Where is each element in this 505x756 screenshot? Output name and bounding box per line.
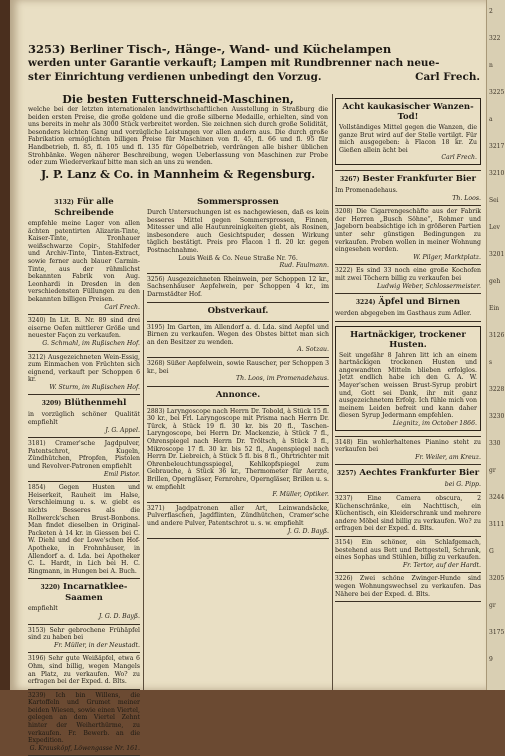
advert-signature: Ludwig Weber, Schlossermeister.	[376, 282, 481, 290]
advert-title-row	[28, 582, 140, 603]
advert	[147, 387, 329, 406]
advert-number: 3271)	[147, 504, 165, 512]
advert-title: Aechtes Frankfurter Bier	[359, 468, 480, 479]
advert-number: 3222)	[335, 267, 353, 275]
edge-fragment: gr	[489, 602, 496, 609]
advert-signature: J. G. D. Bayß.	[98, 612, 140, 620]
advert	[28, 194, 140, 315]
advert-text: Eine Camera obscura, 2 Küchenschränke, ein Nachttisch, ein Küchentisch, ein Kleiderschrank und mehrere andere Möbel sind billig zu verkaufen. Wo? zu erfragen bei der Exped. d. Blts.	[335, 495, 481, 533]
edge-fragment: 3175	[489, 629, 505, 636]
advert-text: Ausgezeichneten Rheinwein, per Schoppen 12 kr., Sachsenhäuser Aepfelwein, per Schoppen 4 kr., im Darmstädter Hof.	[147, 275, 329, 298]
advert-title-row	[335, 297, 481, 308]
edge-fragment: 3244	[489, 494, 505, 501]
futter-title: Die besten Futterschneid-Maschinen,	[62, 93, 294, 106]
advert-title: Sommersprossen	[197, 197, 279, 207]
edge-fragment: 3210	[489, 170, 505, 177]
advert-body	[147, 360, 329, 375]
advert-signature: G. Schmahl, im Rußischen Hof.	[42, 339, 140, 347]
advert-title-row	[147, 390, 329, 400]
futter-ad	[28, 94, 328, 181]
advert-title-row	[147, 306, 329, 316]
advert	[28, 579, 140, 624]
advert-signature: W. Sturm, im Rußischen Hof.	[49, 383, 140, 391]
advert-number: 3257)	[336, 470, 357, 478]
edge-fragment: Sei	[489, 197, 499, 204]
advert-signature: Fr. Weiler, am Kreuz.	[415, 453, 481, 461]
advert-signature: G. Krausköpf, Löwengasse Nr. 161.	[29, 744, 140, 752]
advert-text: empfehle meine Lager von allen ächten patentirten Alizarin-Tinte, Kaiser-Tinte, Tronhauer weißschwarze Copir-, Stahlfeder und Archiv-Tinte, Tinten-Extract, sowie ferner auch blauer Carmin-Tinte, aus der rühmlichst bekannten Fabrik von Aug. Leonhardi in Dresden in den verschiedensten Füllungen zu den bekannten billigen Preisen.	[28, 220, 140, 303]
edge-fragment: 3201	[489, 251, 505, 258]
edge-fragment: 322	[489, 35, 501, 42]
advert-body	[147, 505, 329, 528]
header-signature: Carl Frech.	[415, 71, 480, 83]
advert-title: Bester Frankfurter Bier	[362, 173, 476, 184]
boxed-advert	[335, 98, 481, 165]
advert-signature: Th. Loos, im Promenadehaus.	[236, 375, 329, 383]
advert-body	[147, 408, 329, 492]
advert-number: 3196)	[28, 655, 46, 663]
advert	[147, 303, 329, 322]
advert-body	[28, 627, 140, 642]
edge-fragment: 3126	[489, 332, 505, 339]
advert-text: Im Garten, im Allendorf a. d. Lda. sind Aepfel und Birnen zu verkaufen. Wegen des Obstes bittet man sich an den Besitzer zu wenden.	[147, 323, 329, 346]
advert-text: In Lit. B. Nr. 89 sind drei eiserne Oefen mittlerer Größe und neuester Façon zu verkaufen.	[28, 317, 141, 340]
advert-title-row	[335, 468, 481, 479]
newspaper-page	[10, 0, 486, 752]
header-line-1	[28, 42, 480, 56]
advert-text: Cramer'sche Jagdpulver, Patentschrot, Kugeln, Zündhütchen, Pfropfen, Pistolen und Revolver-Patronen empfiehlt	[28, 440, 140, 471]
advert	[147, 274, 329, 303]
advert-body	[28, 484, 140, 575]
advert-number: 3181)	[28, 440, 46, 448]
advert	[335, 206, 481, 265]
edge-fragment: 330	[489, 440, 501, 447]
column-1	[28, 194, 140, 756]
edge-fragment: 3230	[489, 413, 505, 420]
advert-number: 3153)	[28, 626, 46, 634]
header-line-3-text: ster Einrichtung verdienen unbedingt den Vorzug.	[28, 71, 322, 83]
advert-signature: F. Müller, Optiker.	[272, 491, 329, 499]
advert	[335, 465, 481, 493]
advert-text: Es sind 33 noch eine große Kochofen mit zwei Töchern billig zu verkaufen bei	[335, 267, 482, 282]
advert-signature: Th. Loos.	[452, 194, 481, 202]
advert	[335, 493, 481, 537]
advert-title-row	[28, 398, 140, 409]
advert-signature: Fr. Tertor, auf der Hardt.	[402, 561, 481, 569]
advert	[335, 537, 481, 573]
advert-body	[335, 575, 481, 598]
advert-title: Annonce.	[215, 389, 261, 400]
advert-body	[147, 324, 329, 347]
advert-signature: Carl Frech.	[441, 154, 477, 162]
advert-signature: J. G. Appel.	[105, 426, 140, 434]
advert-text: Gegen Husten und Heiserkeit, Rauheit im Halse, Verschleimung u. s. w. giebt es nichts Besseres als die Rollwerck'schen Brust-Bonbons. Man findet dieselben in Original-Packeten à 14 kr. in Giessen bei C. W. Diehl und der Lowe'schen Hof-Apotheke, in Frohnhäuser, in Allendorf a. d. Lda. bei Apotheker C. L. Hardt, in Lich bei H. C. Ringmann, in Hungen bei A. Buch.	[28, 484, 140, 575]
advert-text: empfiehlt	[28, 605, 58, 613]
edge-fragment: 3217	[489, 143, 505, 150]
advert	[147, 503, 329, 539]
column-rule-1	[143, 290, 144, 690]
advert-text: Ausgezeichneten Wein-Essig, zum Einmachen von Früchten sich eignend, verkauft per Schoppen 6 kr.	[28, 353, 140, 384]
advert-body	[335, 539, 481, 562]
advert-body	[28, 440, 140, 470]
advert	[28, 395, 140, 438]
advert-number: 3209)	[41, 400, 62, 408]
advert	[28, 690, 140, 756]
advert-number: 3237)	[335, 495, 353, 502]
edge-fragment: 3111	[489, 521, 505, 528]
advert-text: Ich bin Willens, die Kartoffeln und Grumet meiner beiden Wiesen, sowie einen Viertel, gelegen an dem Viertel Zehnt hinter der Weiherthürme, zu verkaufen. Fr. Bewerb. an die Expedition.	[28, 691, 140, 745]
advert-text: Zwei schöne Zwinger-Hunde sind wegen Wohnungswechsel zu verkaufen. Das Nähere bei der Exped. d. Blts.	[335, 575, 481, 598]
advert	[335, 171, 481, 206]
advert	[28, 438, 140, 482]
advert-text: Süßer Aepfelwein, sowie Rauscher, per Schoppen 3 kr., bei	[147, 359, 330, 375]
header-line-1-text: Berliner Tisch-, Hänge-, Wand- und Küchelampen	[69, 42, 392, 56]
advert	[147, 406, 329, 503]
edge-fragment: n	[489, 62, 493, 69]
advert-text: Ein schöner, ein Schlafgemach, bestehend aus Bett und Bettgestell, Schrank, eines Sophas und Stühlen, billig zu verkaufen.	[335, 538, 481, 562]
advert	[335, 94, 481, 171]
book-spine	[0, 0, 10, 690]
advert-body	[335, 208, 481, 254]
next-page-edge	[486, 0, 505, 690]
advert-title: Acht kaukasischer Wanzen-Tod!	[342, 102, 474, 122]
edge-fragment: 3225	[489, 89, 505, 96]
advert-number: 3208)	[335, 208, 353, 216]
advert-signature: Emil Pistor.	[103, 470, 140, 478]
advert-title: Incarnatklee-Saamen	[63, 582, 128, 604]
advert-number: 3224)	[355, 299, 376, 307]
advert-title: Hartnäckiger, trockener Husten.	[350, 329, 466, 350]
edge-fragment: 2	[489, 8, 493, 15]
advert	[28, 482, 140, 579]
advert-body	[335, 495, 481, 533]
advert-title-row	[147, 197, 329, 207]
advert-signature: J. G. D. Bayß.	[287, 527, 329, 535]
edge-fragment: s	[489, 359, 493, 366]
edge-fragment: 3228	[489, 386, 505, 393]
advert-signature: W. Pilger, Marktplatz.	[413, 253, 481, 261]
edge-fragment: 3205	[489, 575, 505, 582]
advert-text: Die Cigarrengeschäfte aus der Fabrik der Herren „Busch Söhne“, Rohmer und Jageborn beabsichtige ich in größeren Partien unter sehr günstigen Bedingungen zu verkaufen. Proben wollen in meiner Wohnung eingesehen werden.	[335, 208, 481, 254]
advert-text: Sehr gebrochene Frühäpfel sind zu haben bei	[28, 626, 140, 642]
edge-fragment: Ein	[489, 305, 500, 312]
advert	[335, 437, 481, 466]
advert-number: 3132)	[54, 199, 74, 206]
column-rule-2	[332, 94, 333, 690]
advert-address: Louis Weiß & Co. Neue Straße Nr. 76.	[178, 254, 298, 262]
advert-text: werden abgegeben im Gasthaus zum Adler.	[335, 310, 472, 318]
advert-text: Jagdpatronen aller Art, Leinwandsäcke, Pulverflaschen, Jagdflinten, Zündhütchen, Cramer'sche und andere Pulver, Patentschrot u. s. w. empfiehlt	[147, 504, 329, 527]
advert-body	[28, 354, 140, 384]
advert-text: Seit ungefähr 8 Jahren litt ich an einem hartnäckigen trockenen Husten und angewandten Mitteln blieben erfolglos. Jetzt endlich habe ich den G. A. W. Mayer'schen weissen Brust-Syrup probirt und, Gott sei Dank, ihr mit ganz ausgezeichnetem Erfolg. Ich fühle mich von meinem Leiden befreit und kann daher diesen Syrup Jedermann empfehlen.	[339, 351, 478, 420]
advert-number: 3267)	[340, 175, 360, 183]
advert-signature: Fr. Müller, in der Neustadt.	[54, 641, 140, 649]
boxed-advert	[335, 326, 481, 431]
advert-body	[335, 267, 481, 282]
advert-text: Laryngoscope nach Herrn Dr. Tobold, à Stück 15 fl. 30 kr., bei Frl. Laryngoscope mit Prisma nach Herrn Dr. Türck, à Stück 19 fl. 30 kr. bis 20 fl., Taschen-Laryngoscope, bei Herrn Dr. Mackenzie, à Stück 7 fl., Ohrenspiegel nach Herrn Dr. Tröltsch, à Stück 3 fl., Mikroscope 17 fl. 30 kr. bis 52 fl., Augenspiegel nach Herrn Dr. Liebreich, à Stück 5 fl. bis 8 fl., Ohrtrichter mit Ohrenbeleuchtungsspiegel, Kehlkopfspiegel zum Gebrauche, à Stück 36 kr., Thermometer für Aerzte, Brillen, Operngläser, Fernrohre, Operngläser, Brillen u. s. w. empfiehlt	[147, 407, 329, 491]
advert-signature: Liegnitz, im October 1866.	[392, 420, 477, 428]
edge-fragment: G	[489, 548, 494, 555]
advert-title: Für alle Schreibende	[54, 197, 114, 218]
edge-fragment: 9	[489, 656, 493, 663]
column-3	[335, 94, 481, 602]
edge-fragment: gr	[489, 467, 496, 474]
advert-signature: A. Sotzau.	[297, 346, 329, 354]
advert-text: in vorzüglich schöner Qualität empfiehlt	[28, 411, 140, 427]
advert-number: 3256)	[147, 275, 165, 283]
advert	[335, 573, 481, 602]
advert-number: 3220)	[40, 584, 61, 592]
advert-text: Durch Untersuchungen ist es nachgewiesen, daß es kein besseres Mittel gegen Sommersprossen, Finnen, Mitesser und alle Hautunreinigkeiten giebt, als Rosinen, insbesondere auch Gesichtspuder, dessen Wirkung täglich bestätigt. Preis pro Flacon 1 fl. 20 kr. gegen Postnachnahme.	[147, 209, 329, 254]
advert-title: Äpfel und Birnen	[378, 297, 461, 308]
header-advert	[28, 42, 480, 84]
advert-title: Blüthenmehl	[64, 398, 127, 409]
advert-title: Obstverkauf.	[207, 305, 269, 316]
header-line-2: werden unter Garantie verkauft; Lampen mit Rundbrenner nach neue-	[28, 57, 440, 69]
advert-signature: Carl Frech.	[104, 303, 140, 311]
advert-text: Ein wohlerhaltenes Pianino steht zu verkaufen bei	[335, 438, 481, 454]
edge-fragment: geh	[489, 278, 501, 285]
advert-number: 3195)	[147, 323, 165, 331]
edge-fragment: a	[489, 116, 493, 123]
advert-title-row	[28, 197, 140, 218]
advert-number: 3268)	[147, 359, 165, 367]
advert-body	[28, 655, 140, 685]
futter-text: welche bei der letzten internationalen landwirthschaftlichen Ausstellung in Straßburg die beiden ersten Preise, die große goldene und die große silberne Medaille, erhielten, sind von uns bereits in mehr als 3000 Stück verbreitet worden. Sie zeichnen sich durch große Solidität, besonders leichten Gang und vorzügliche Leistungen vor allen andern aus. Die durch große Fabrikation ermöglichten billigen Preise für Maschinen von fl. 45, fl. 66 und fl. 95 für Handbetrieb, fl. 85, fl. 105 und fl. 135 für Göpelbetrieb, verdrängen alle bisher üblichen Strohbänke. Wegen näherer Beschreibung, wegen Ueberlassung von Maschinen zur Probe oder zum Wiederverkauf bitte man sich an uns zu wenden.	[28, 106, 328, 167]
advert-signature: Rud. Faulmann.	[279, 262, 329, 270]
advert-signature: bei G. Pipp.	[444, 481, 481, 489]
header-num: 3253)	[28, 42, 66, 56]
advert-number: 3240)	[28, 317, 46, 325]
advert-body	[335, 439, 481, 454]
advert-title-row	[335, 174, 481, 185]
advert	[335, 322, 481, 437]
advert	[335, 265, 481, 294]
advert-body	[28, 317, 140, 340]
advert-body	[28, 692, 140, 745]
advert-text: Sehr gute Weißäpfel, etwa 6 Ohm, sind billig, wegen Mangels an Platz, zu verkaufen. Wo? zu erfragen bei der Exped. d. Blts.	[28, 655, 140, 686]
advert-number: 3154)	[335, 538, 353, 546]
advert	[28, 625, 140, 654]
advert-number: 3212)	[28, 353, 46, 361]
advert	[335, 294, 481, 322]
advert	[28, 352, 140, 396]
advert	[147, 358, 329, 387]
header-line-3	[28, 70, 480, 84]
advert	[147, 322, 329, 358]
advert	[28, 315, 140, 351]
advert-number: 1854)	[28, 484, 46, 492]
advert	[147, 194, 329, 274]
advert-number: 3148)	[335, 438, 353, 446]
lanz-firm: J. P. Lanz & Co. in Mannheim & Regensburg.	[40, 167, 316, 181]
column-2	[147, 194, 329, 539]
advert-body	[147, 276, 329, 299]
advert	[28, 653, 140, 689]
advert-text: Vollständiges Mittel gegen die Wanzen, die ganze Brut wird auf der Stelle vertilgt. Für mich ausgegeben: à Flacon 18 kr. Zu Gießen allein ächt bei	[339, 124, 477, 154]
advert-text: Im Promenadehaus.	[335, 186, 398, 194]
edge-fragment: Lev	[489, 224, 500, 231]
advert-number: 2883)	[147, 407, 165, 415]
advert-number: 3226)	[335, 575, 353, 583]
advert-number: 3239)	[28, 691, 46, 699]
